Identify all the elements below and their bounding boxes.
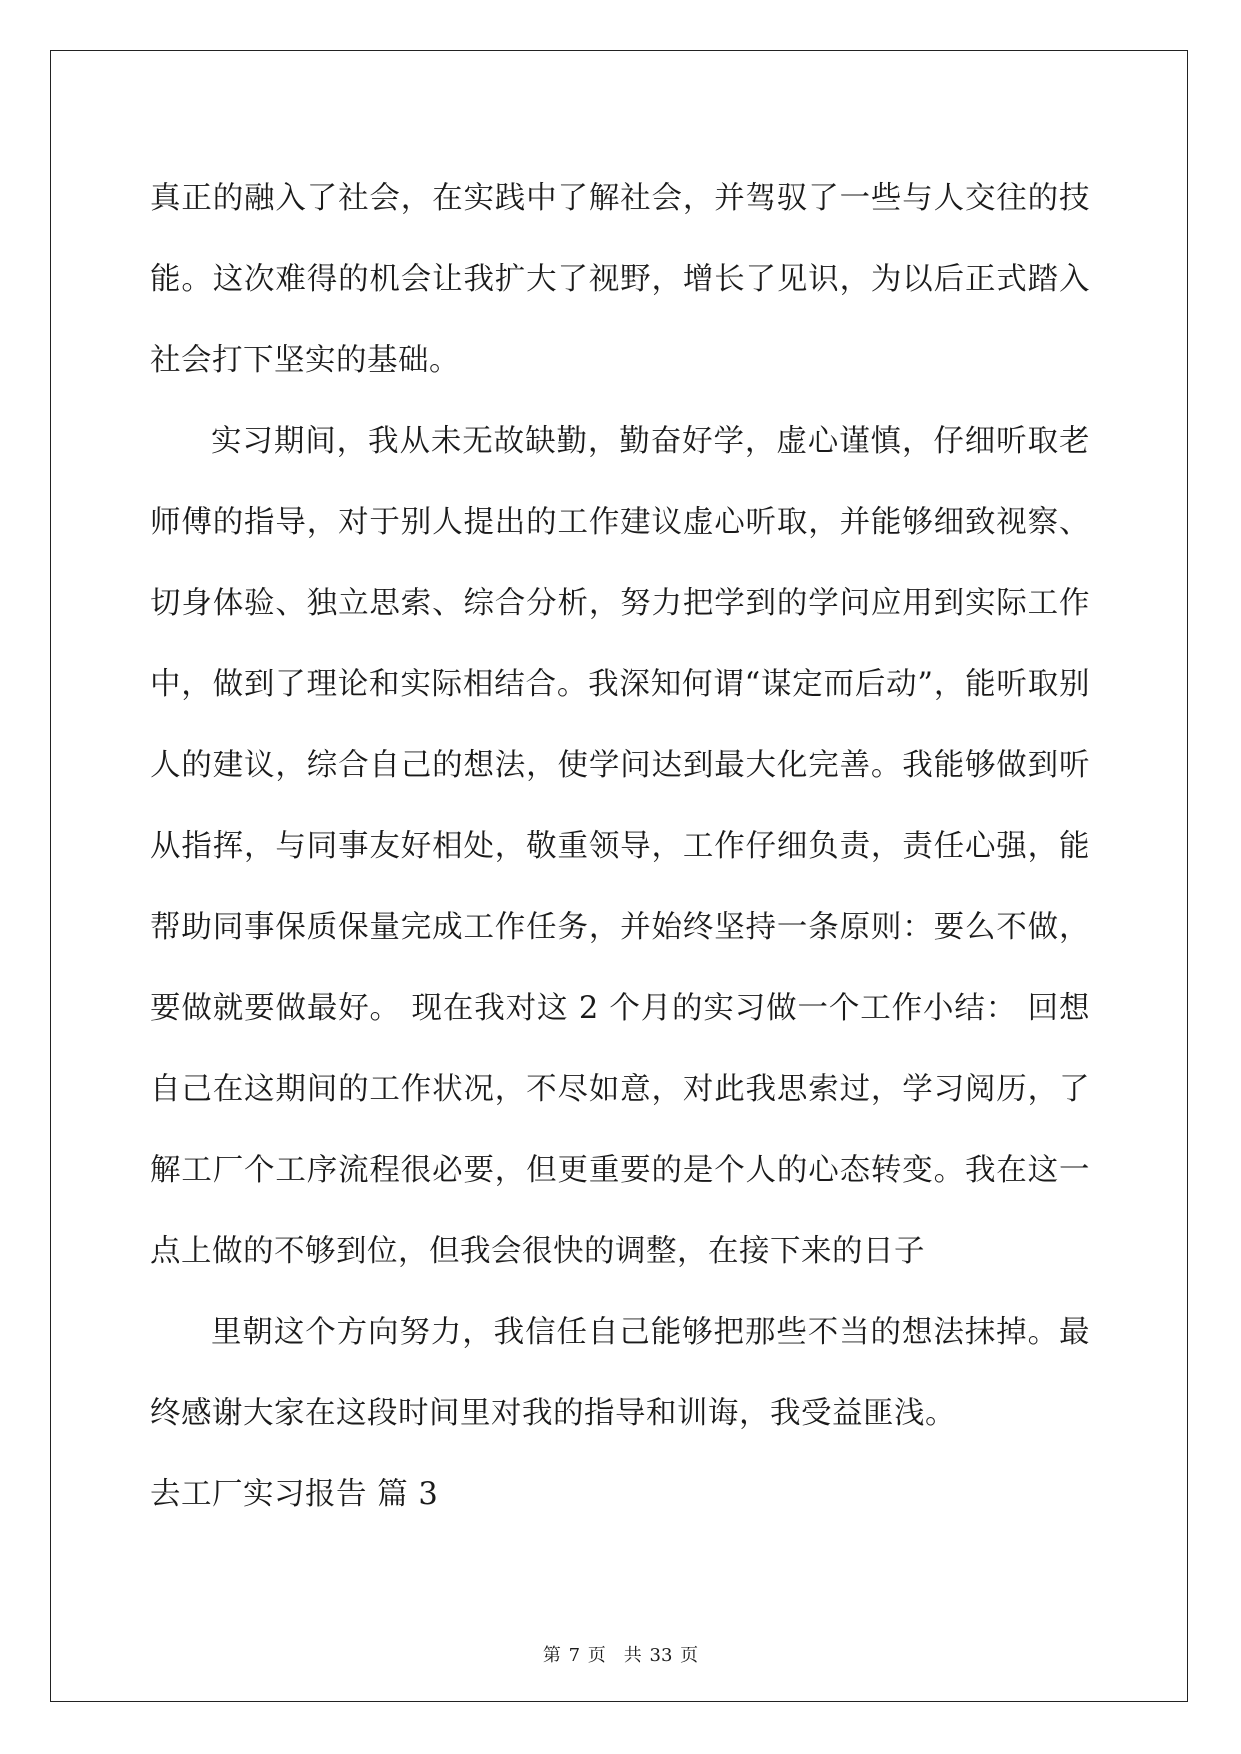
paragraph-closing: 里朝这个方向努力，我信任自己能够把那些不当的想法抹掉。最终感谢大家在这段时间里对我的指导和训诲，我受益匪浅。 (150, 1315, 1090, 1431)
paragraph-internship-period: 实习期间，我从未无故缺勤，勤奋好学，虚心谨慎，仔细听取老师傅的指导，对于别人提出的工作建议虚心听取，并能够细致视察、切身体验、独立思索、综合分析，努力把学到的学问应用到实际工作中，做到了理论和实际相结合。我深知何谓“谋定而后动”，能听取别人的建议，综合自己的想法，使学问达到最大化完善。我能够做到听从指挥，与同事友好相处，敬重领导，工作仔细负责，责任心强，能帮助同事保质保量完成工作任务，并始终坚持一条原则：要么不做，要做就要做最好。 现在我对这 2 个月的实习做一个工作小结： 回想自己在这期间的工作状况，不尽如意，对此我思索过，学习阅历，了解工厂个工序流程很必要，但更重要的是个人的心态转变。我在这一点上做的不够到位，但我会很快的调整，在接下来的日子 (150, 424, 1090, 1269)
section-heading: 去工厂实习报告 篇 3 (150, 1477, 439, 1512)
paragraph-continuation: 真正的融入了社会，在实践中了解社会，并驾驭了一些与人交往的技能。这次难得的机会让我扩大了视野，增长了见识，为以后正式踏入社会打下坚实的基础。 (150, 181, 1090, 378)
document-body (150, 158, 1090, 1535)
page-number-footer: 第 7 页 共 33 页 (542, 1645, 699, 1666)
